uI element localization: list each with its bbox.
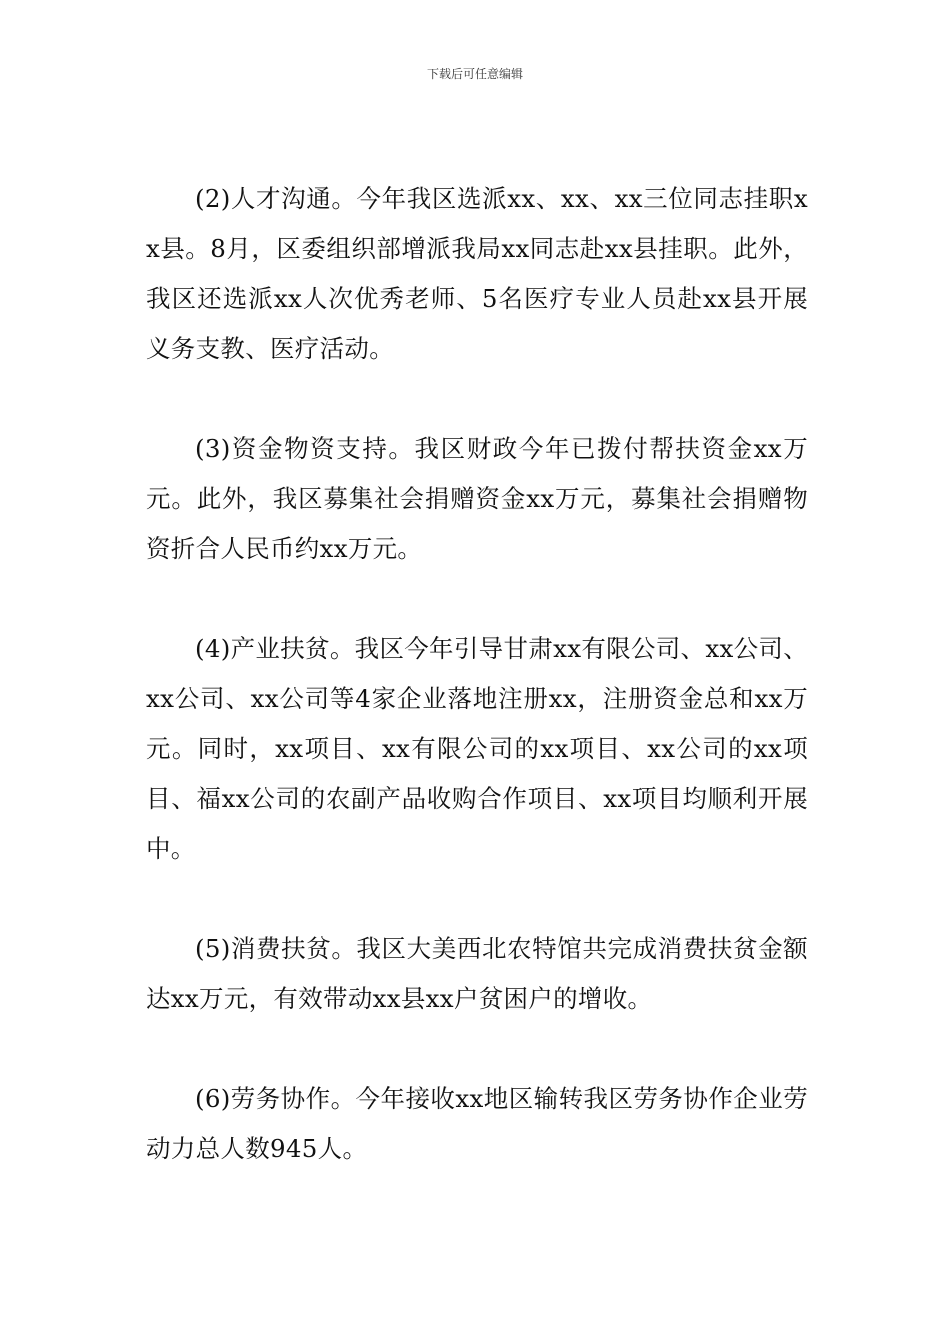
document-body — [146, 174, 808, 1224]
page-header: 下载后可任意编辑 — [426, 67, 523, 81]
paragraph-industry-poverty-relief: (4)产业扶贫。我区今年引导甘肃xx有限公司、xx公司、xx公司、xx公司等4家企业落地注册xx，注册资金总和xx万元。同时，xx项目、xx有限公司的xx项目、xx公司的xx项目、福xx公司的农副产品收购合作项目、xx项目均顺利开展中。 — [146, 634, 808, 863]
paragraph-consumption-poverty-relief: (5)消费扶贫。我区大美西北农特馆共完成消费扶贫金额达xx万元，有效带动xx县xx户贫困户的增收。 — [146, 934, 808, 1013]
paragraph-funding-support: (3)资金物资支持。我区财政今年已拨付帮扶资金xx万元。此外，我区募集社会捐赠资金xx万元，募集社会捐赠物资折合人民币约xx万元。 — [146, 434, 808, 563]
paragraph-talent-exchange: (2)人才沟通。今年我区选派xx、xx、xx三位同志挂职xx县。8月，区委组织部增派我局xx同志赴xx县挂职。此外，我区还选派xx人次优秀老师、5名医疗专业人员赴xx县开展义务支教、医疗活动。 — [146, 184, 808, 363]
paragraph-labor-cooperation: (6)劳务协作。今年接收xx地区输转我区劳务协作企业劳动力总人数945人。 — [146, 1084, 808, 1163]
